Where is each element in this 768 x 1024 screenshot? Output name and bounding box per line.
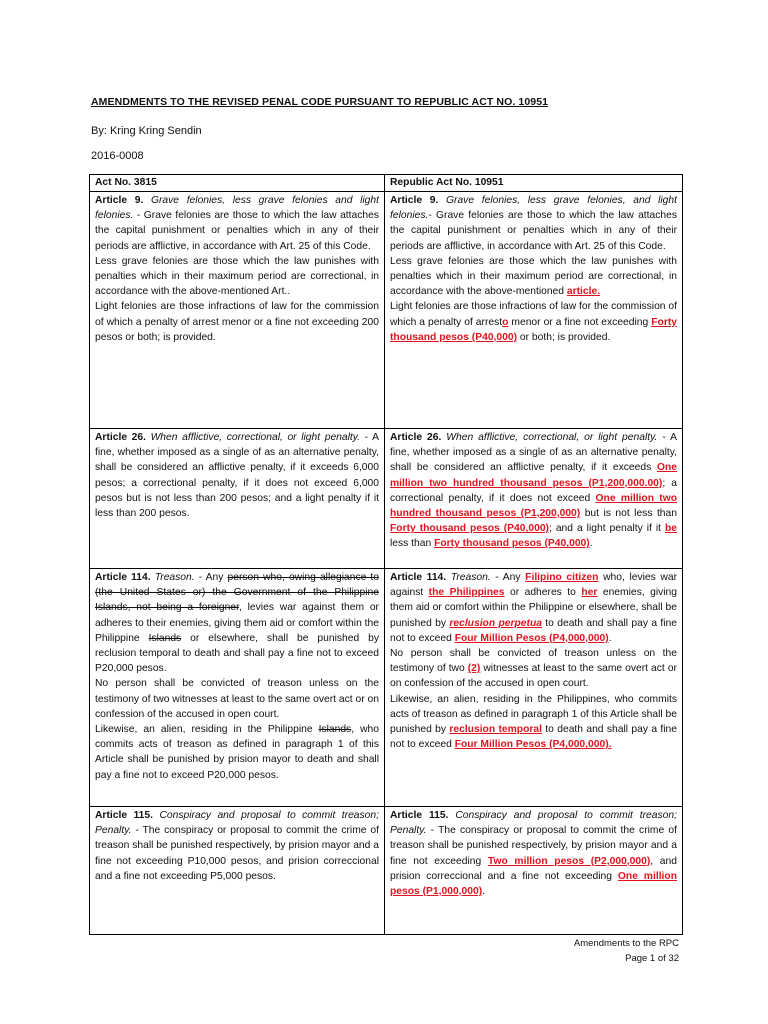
new-text-cell <box>385 807 683 935</box>
article-label: Article 26. <box>95 432 146 443</box>
body-text: - A fine, whether imposed as a single of as an alternative penalty, shall be considered an afflictive penalty, if it exceeds <box>390 432 677 474</box>
body-text: Light felonies are those infractions of law for the commission of which a penalty of arrest <box>390 301 677 328</box>
amended-text: her <box>581 587 598 599</box>
body-text: - A fine, whether imposed as a single of as an alternative penalty, shall be considered an afflictive penalty, if it exceeds 6,000 pesos; a correctional penalty, if it does not exceed 6,000 pesos but is not less than 200 pesos; and a light penalty if it less than 200 pesos. <box>95 432 379 520</box>
article-label: Article 114. <box>95 572 151 583</box>
amended-text: Filipino citizen <box>525 572 599 583</box>
article-heading: Treason. <box>450 572 491 583</box>
article-heading: Conspiracy and proposal to commit treason; Penalty. <box>390 810 677 837</box>
amended-text: be <box>664 523 677 535</box>
article-label: Article 9. <box>390 195 439 206</box>
old-text-cell <box>90 192 385 429</box>
page-number: Page 1 of 32 <box>625 953 679 964</box>
body-text <box>438 195 446 206</box>
body-text <box>143 195 151 206</box>
new-text-cell <box>385 192 683 429</box>
body-text: Light felonies are those infractions of law for the commission of which a penalty of arrest menor or a fine not exceeding 200 pesos or both; is provided. <box>95 301 379 343</box>
document-id: 2016-0008 <box>91 150 144 162</box>
deleted-text: person who, owing allegiance to (the United States or) the Government of the Philippine Islands, not being a foreigner <box>95 572 379 614</box>
body-text: - Any <box>194 572 228 583</box>
body-text: . <box>589 538 593 550</box>
author-line: By: Kring Kring Sendin <box>91 125 202 137</box>
article-label: Article 9. <box>95 195 144 206</box>
paragraph <box>95 254 379 300</box>
article-heading: Conspiracy and proposal to commit treason; Penalty. <box>95 810 379 837</box>
body-text: enemies, giving them aid or comfort within the Philippine or elsewhere, shall be punished by <box>390 587 677 629</box>
body-text: or both; is provided. <box>517 331 611 343</box>
paragraph <box>390 193 677 254</box>
body-text: , who commits acts of treason as defined in paragraph 1 of this Article shall be punished by prision mayor to death and shall pay a fine not to exceed P20,000 pesos. <box>95 724 379 781</box>
paragraph <box>390 430 677 552</box>
article-label: Article 114. <box>390 572 447 583</box>
body-text: Less grave felonies are those which the law punishes with penalties which in their maximum period are correctional, in accordance with the above-mentioned Art.. <box>95 255 379 298</box>
amended-text: o <box>502 316 509 328</box>
body-text: or elsewhere, shall be punished by reclusion temporal to death and shall pay a fine not to exceed P20,000 pesos. <box>95 632 379 675</box>
body-text: witnesses at least to the same overt act or on confession of the accused in open court. <box>390 663 677 690</box>
article-heading: When afflictive, correctional, or light penalty. <box>150 432 361 443</box>
body-text: - Any <box>490 572 526 583</box>
body-text: No person shall be convicted of treason unless on the testimony of two <box>390 648 677 675</box>
header-ra-10951: Republic Act No. 10951 <box>385 175 683 192</box>
paragraph <box>390 646 677 692</box>
article-9-row <box>90 192 683 429</box>
new-text-cell <box>385 569 683 807</box>
amended-text: Forty thousand pesos (P40,000) <box>390 523 549 535</box>
deleted-text: Islands <box>148 632 182 644</box>
amended-text: the Philippines <box>428 587 505 599</box>
paragraph <box>95 570 379 676</box>
document-title: AMENDMENTS TO THE REVISED PENAL CODE PURSUANT TO REPUBLIC ACT NO. 10951 <box>91 96 549 108</box>
body-text: or adheres to <box>504 587 582 599</box>
amended-text: One million two hundred thousand pesos (P1,200,000) <box>390 492 677 520</box>
body-text: , levies war against them or adheres to their enemies, giving them aid or comfort within the Philippine <box>95 602 379 644</box>
article-label: Article 115. <box>390 810 449 821</box>
body-text: ; a correctional penalty, if it does not exceed <box>390 477 677 504</box>
paragraph <box>95 722 379 783</box>
footer-title: Amendments to the RPC <box>573 938 679 949</box>
new-text-cell <box>385 429 683 569</box>
paragraph <box>390 299 677 345</box>
article-heading: When afflictive, correctional, or light penalty. <box>446 432 658 443</box>
body-text: . <box>482 886 486 898</box>
amended-text: One million two hundred thousand pesos (P1,200,000.00) <box>390 462 677 489</box>
body-text: . <box>608 632 612 644</box>
body-text: less than <box>390 538 435 550</box>
paragraph <box>390 808 677 899</box>
body-text: - The conspiracy or proposal to commit the crime of treason shall be punished respectively, by prision mayor and a fine not exceeding P10,000 pesos, and prision correccional and a fine not exceeding P5,000 pesos. <box>95 825 379 882</box>
old-text-cell <box>90 807 385 935</box>
body-text: Likewise, an alien, residing in the Philippines, who commits acts of treason as defined in paragraph 1 of this Article shall be punished by <box>390 693 677 736</box>
body-text: Less grave felonies are those which the law punishes with penalties which in their maximum period are correctional, in accordance with the above-mentioned <box>390 255 677 298</box>
body-text: ; and a light penalty if it <box>548 523 665 535</box>
paragraph <box>95 676 379 722</box>
paragraph <box>390 570 677 646</box>
body-text: - Grave felonies are those to which the law attaches the capital punishment or penalties which in any of their periods are afflictive, in accordance with Art. 25 of this Code. <box>95 210 379 252</box>
amended-text: Forty thousand pesos (P40,000) <box>434 538 590 550</box>
amended-text: article. <box>566 286 601 298</box>
paragraph <box>390 254 677 300</box>
amended-text: Two million pesos (P2,000,000) <box>487 855 651 867</box>
table-header-row <box>90 175 683 192</box>
paragraph <box>390 692 677 753</box>
amended-text: Forty thousand pesos (P40,000) <box>390 316 677 343</box>
body-text: No person shall be convicted of treason unless on the testimony of two witnesses at least to the same overt act or on confession of the accused in open court. <box>95 678 379 720</box>
body-text: to death and shall pay a fine not to exceed <box>390 617 677 644</box>
amended-text: Four Million Pesos (P4,000,000). <box>454 739 612 751</box>
comparison-table <box>89 174 683 935</box>
amended-text: One million pesos (P1,000,000) <box>390 870 677 898</box>
body-text: - The conspiracy or proposal to commit the crime of treason shall be punished respectively, by prision mayor and a fine not exceeding <box>390 825 677 867</box>
body-text: - Grave felonies are those to which the law attaches the capital punishment or penalties which in any of their periods are afflictive, in accordance with Art. 25 of this Code. <box>390 210 677 252</box>
paragraph <box>95 430 379 521</box>
article-label: Article 115. <box>95 810 153 821</box>
body-text: , and prision correccional and a fine not exceeding <box>390 855 677 882</box>
article-26-row <box>90 429 683 569</box>
article-heading: Treason. <box>154 572 195 583</box>
article-heading: Grave felonies, less grave felonies, and light felonies. <box>390 195 677 222</box>
article-114-row <box>90 569 683 807</box>
body-text: to death and shall pay a fine not to exceed <box>390 724 677 751</box>
old-text-cell <box>90 429 385 569</box>
header-act-3815: Act No. 3815 <box>90 175 385 192</box>
body-text: menor or a fine not exceeding <box>508 316 652 328</box>
article-heading: Grave felonies, less grave felonies and light felonies. <box>95 195 379 222</box>
article-label: Article 26. <box>390 432 442 443</box>
article-115-row <box>90 807 683 935</box>
paragraph <box>95 299 379 345</box>
paragraph <box>95 193 379 254</box>
amended-text: (2) <box>467 663 481 675</box>
deleted-text: Islands <box>318 724 352 736</box>
body-text: Likewise, an alien, residing in the Philippine <box>95 724 319 736</box>
amended-text: reclusion temporal <box>449 724 542 736</box>
old-text-cell <box>90 569 385 807</box>
amended-text: Four Million Pesos (P4,000,000) <box>454 632 609 644</box>
amended-text: reclusion perpetua <box>449 617 542 629</box>
body-text: who, levies war against <box>390 572 678 599</box>
paragraph <box>95 808 379 884</box>
body-text: but is not less than <box>580 508 677 520</box>
